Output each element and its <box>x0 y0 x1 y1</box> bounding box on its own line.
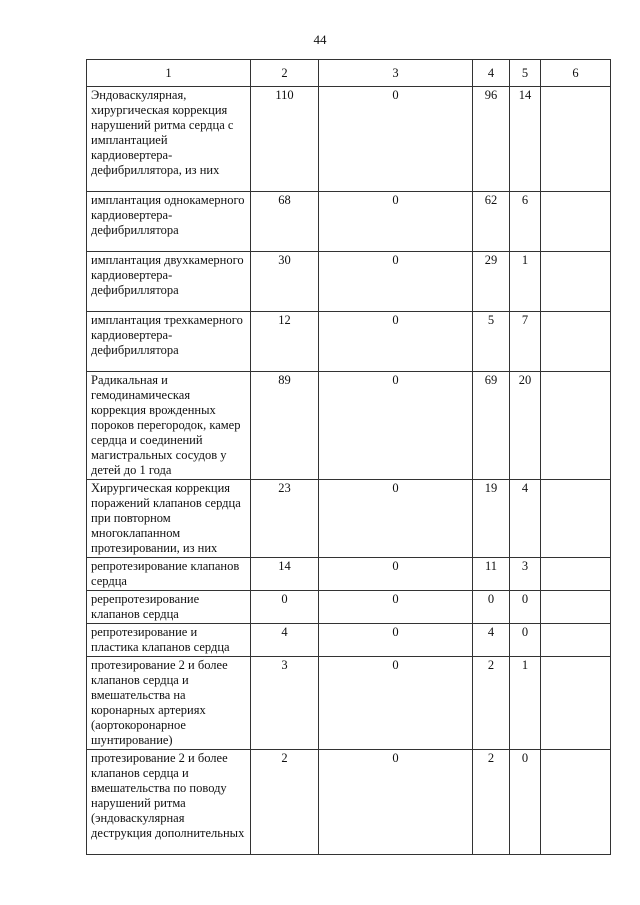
value-cell: 19 <box>473 480 510 558</box>
value-cell: 20 <box>510 372 541 480</box>
value-cell: 0 <box>510 624 541 657</box>
row-label-cell: ререпротезирование клапанов сердца <box>87 591 251 624</box>
value-cell: 0 <box>319 252 473 312</box>
value-cell: 2 <box>473 750 510 855</box>
value-cell <box>541 372 611 480</box>
value-cell: 110 <box>251 87 319 192</box>
value-cell: 4 <box>510 480 541 558</box>
value-cell: 62 <box>473 192 510 252</box>
column-header: 6 <box>541 60 611 87</box>
value-cell <box>541 192 611 252</box>
value-cell: 11 <box>473 558 510 591</box>
value-cell: 14 <box>251 558 319 591</box>
value-cell: 1 <box>510 657 541 750</box>
value-cell: 2 <box>251 750 319 855</box>
column-header: 5 <box>510 60 541 87</box>
table-row <box>87 312 611 372</box>
value-cell: 96 <box>473 87 510 192</box>
row-label-cell: Хирургическая коррекция поражений клапанов сердца при повторном многоклапанном протезировании, из них <box>87 480 251 558</box>
value-cell: 0 <box>319 750 473 855</box>
row-label-cell: имплантация трехкамерного кардиовертера-дефибриллятора <box>87 312 251 372</box>
table-row <box>87 591 611 624</box>
row-label-cell: протезирование 2 и более клапанов сердца и вмешательства по поводу нарушений ритма (эндоваскулярная деструкция дополнительных <box>87 750 251 855</box>
value-cell: 69 <box>473 372 510 480</box>
value-cell: 0 <box>319 591 473 624</box>
value-cell: 0 <box>510 750 541 855</box>
statistics-table <box>86 59 611 855</box>
value-cell: 14 <box>510 87 541 192</box>
table-row <box>87 624 611 657</box>
value-cell <box>541 750 611 855</box>
row-label-cell: репротезирование клапанов сердца <box>87 558 251 591</box>
value-cell: 12 <box>251 312 319 372</box>
column-header: 2 <box>251 60 319 87</box>
row-label-cell: имплантация двухкамерного кардиовертера-дефибриллятора <box>87 252 251 312</box>
value-cell: 7 <box>510 312 541 372</box>
value-cell: 29 <box>473 252 510 312</box>
table-row <box>87 657 611 750</box>
value-cell <box>541 558 611 591</box>
value-cell: 30 <box>251 252 319 312</box>
column-header: 1 <box>87 60 251 87</box>
value-cell: 3 <box>251 657 319 750</box>
value-cell: 0 <box>319 624 473 657</box>
table-row <box>87 480 611 558</box>
value-cell: 0 <box>319 558 473 591</box>
row-label-cell: Эндоваскулярная, хирургическая коррекция нарушений ритма сердца с имплантацией кардиовертера-дефибриллятора, из них <box>87 87 251 192</box>
row-label-cell: Радикальная и гемодинамическая коррекция врожденных пороков перегородок, камер сердца и соединений магистральных сосудов у детей до 1 года <box>87 372 251 480</box>
value-cell: 0 <box>319 480 473 558</box>
value-cell: 0 <box>319 657 473 750</box>
value-cell: 0 <box>319 192 473 252</box>
column-header: 3 <box>319 60 473 87</box>
value-cell: 0 <box>251 591 319 624</box>
value-cell: 4 <box>251 624 319 657</box>
value-cell: 3 <box>510 558 541 591</box>
row-label-cell: репротезирование и пластика клапанов сердца <box>87 624 251 657</box>
table-row <box>87 372 611 480</box>
value-cell <box>541 480 611 558</box>
value-cell: 5 <box>473 312 510 372</box>
value-cell: 23 <box>251 480 319 558</box>
row-label-cell: имплантация однокамерного кардиовертера-дефибриллятора <box>87 192 251 252</box>
table-row <box>87 558 611 591</box>
column-header: 4 <box>473 60 510 87</box>
value-cell <box>541 87 611 192</box>
table-header-row <box>87 60 611 87</box>
value-cell <box>541 591 611 624</box>
value-cell: 0 <box>319 372 473 480</box>
value-cell: 0 <box>510 591 541 624</box>
value-cell: 1 <box>510 252 541 312</box>
table-row <box>87 252 611 312</box>
value-cell <box>541 312 611 372</box>
value-cell: 4 <box>473 624 510 657</box>
value-cell <box>541 624 611 657</box>
page-number: 44 <box>313 32 327 47</box>
value-cell <box>541 657 611 750</box>
value-cell: 0 <box>319 87 473 192</box>
value-cell: 0 <box>473 591 510 624</box>
value-cell: 68 <box>251 192 319 252</box>
value-cell: 6 <box>510 192 541 252</box>
value-cell: 0 <box>319 312 473 372</box>
value-cell: 89 <box>251 372 319 480</box>
table-row <box>87 87 611 192</box>
table-row <box>87 192 611 252</box>
table-row <box>87 750 611 855</box>
row-label-cell: протезирование 2 и более клапанов сердца и вмешательства на коронарных артериях (аортокоронарное шунтирование) <box>87 657 251 750</box>
value-cell <box>541 252 611 312</box>
value-cell: 2 <box>473 657 510 750</box>
